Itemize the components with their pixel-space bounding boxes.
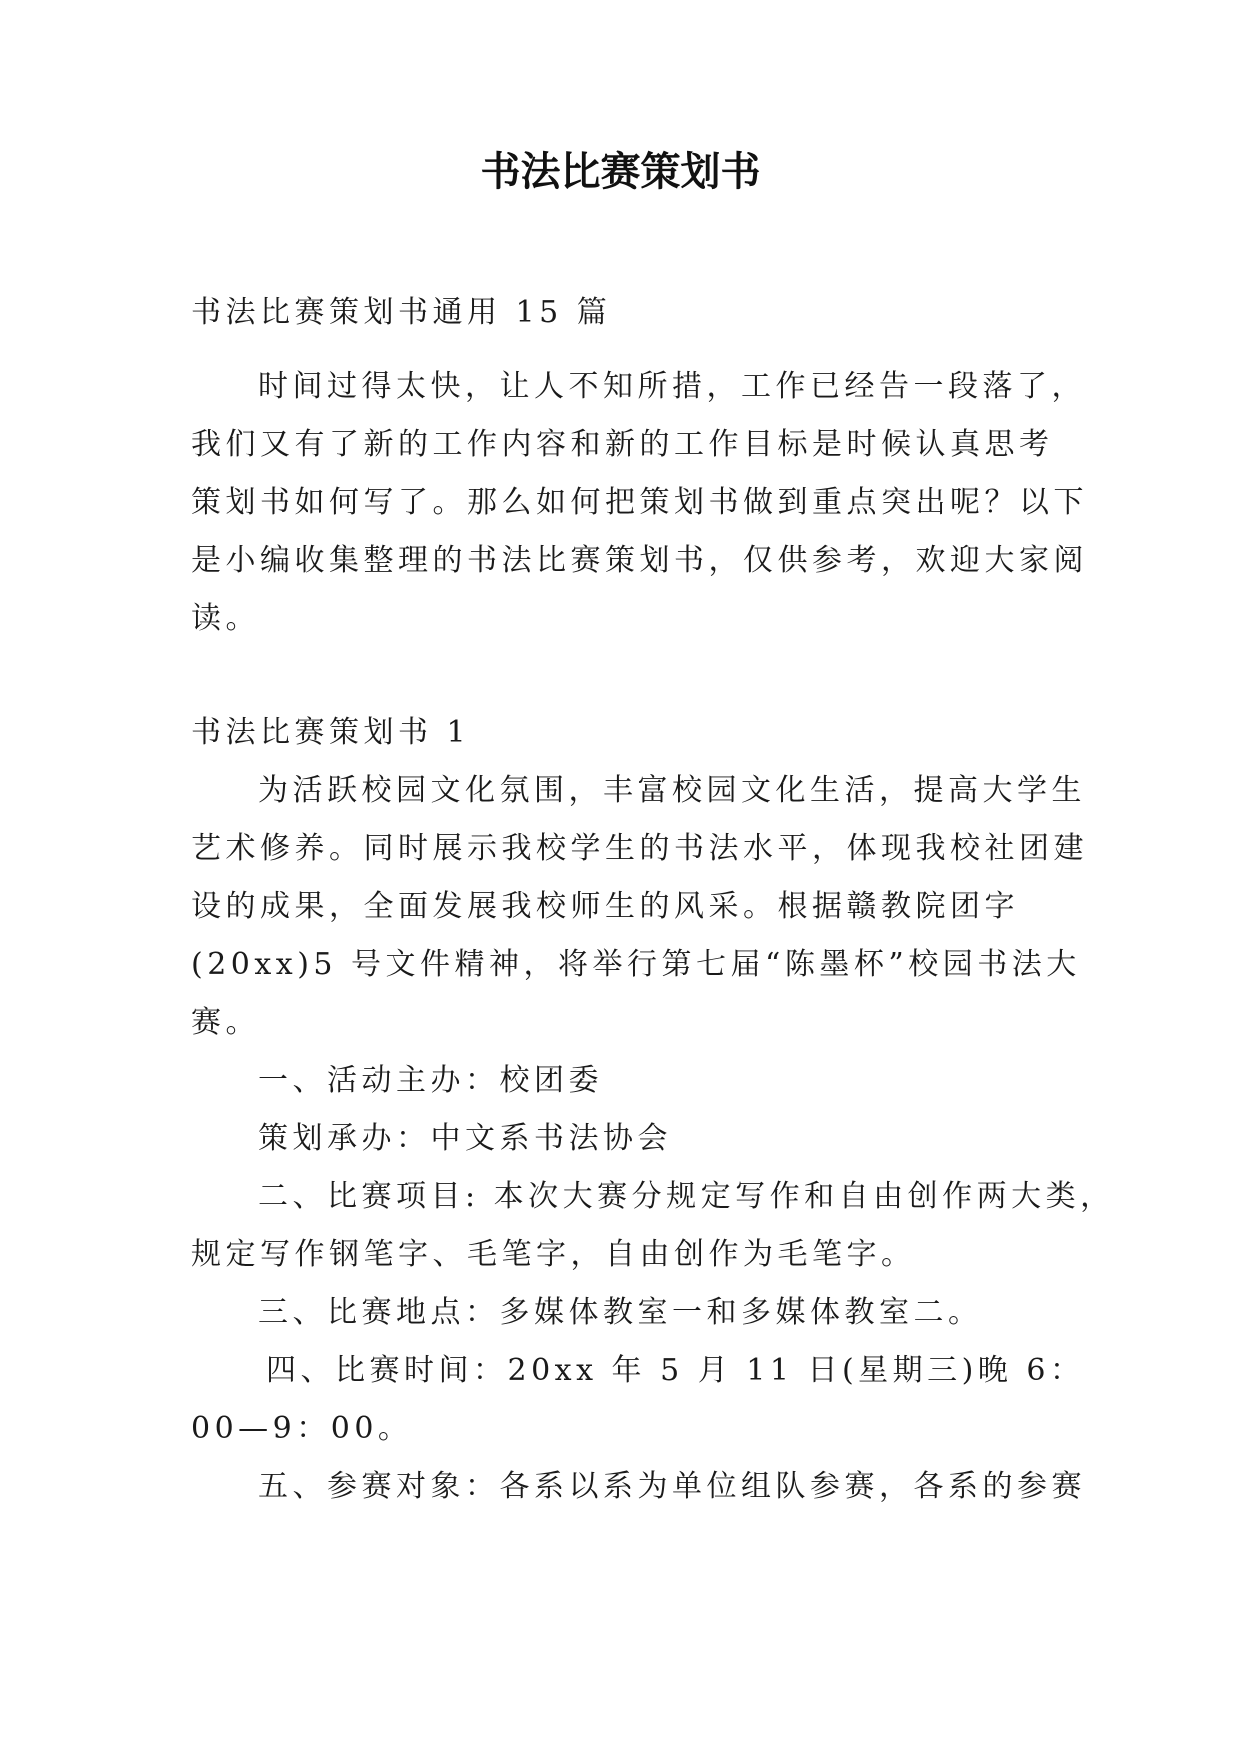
body-line-9: 规定写作钢笔字、毛笔字，自由创作为毛笔字。 [191, 1237, 916, 1272]
document-subtitle: 书法比赛策划书通用 15 篇 [191, 295, 612, 330]
body-line-12: 00—9：00。 [191, 1411, 413, 1446]
body-line-8: 二、比赛项目: 本次大赛分规定写作和自由创作两大类， [258, 1179, 1115, 1214]
intro-line-2: 我们又有了新的工作内容和新的工作目标是时候认真思考 [191, 427, 1054, 462]
body-line-5: 赛。 [191, 1005, 260, 1040]
intro-line-1: 时间过得太快，让人不知所措，工作已经告一段落了， [258, 369, 1086, 404]
body-line-7: 策划承办：中文系书法协会 [258, 1121, 672, 1156]
intro-line-3: 策划书如何写了。那么如何把策划书做到重点突出呢？以下 [191, 485, 1088, 520]
body-line-2: 艺术修养。同时展示我校学生的书法水平，体现我校社团建 [191, 831, 1088, 866]
document-title: 书法比赛策划书 [480, 148, 761, 195]
body-line-6: 一、活动主办：校团委 [258, 1063, 603, 1098]
body-line-10: 三、比赛地点：多媒体教室一和多媒体教室二。 [258, 1295, 983, 1330]
body-line-1: 为活跃校园文化氛围，丰富校园文化生活，提高大学生 [258, 773, 1086, 808]
intro-line-5: 读。 [191, 601, 260, 636]
body-line-11: 四、比赛时间：20xx 年 5 月 11 日(星期三)晚 6： [266, 1353, 1085, 1388]
section-heading: 书法比赛策划书 1 [191, 715, 471, 750]
body-line-3: 设的成果，全面发展我校师生的风采。根据赣教院团字 [191, 889, 1019, 924]
intro-line-4: 是小编收集整理的书法比赛策划书，仅供参考，欢迎大家阅 [191, 543, 1088, 578]
body-line-13: 五、参赛对象：各系以系为单位组队参赛，各系的参赛 [258, 1469, 1086, 1504]
body-line-4: (20xx)5 号文件精神，将举行第七届“陈墨杯”校园书法大 [191, 947, 1081, 982]
